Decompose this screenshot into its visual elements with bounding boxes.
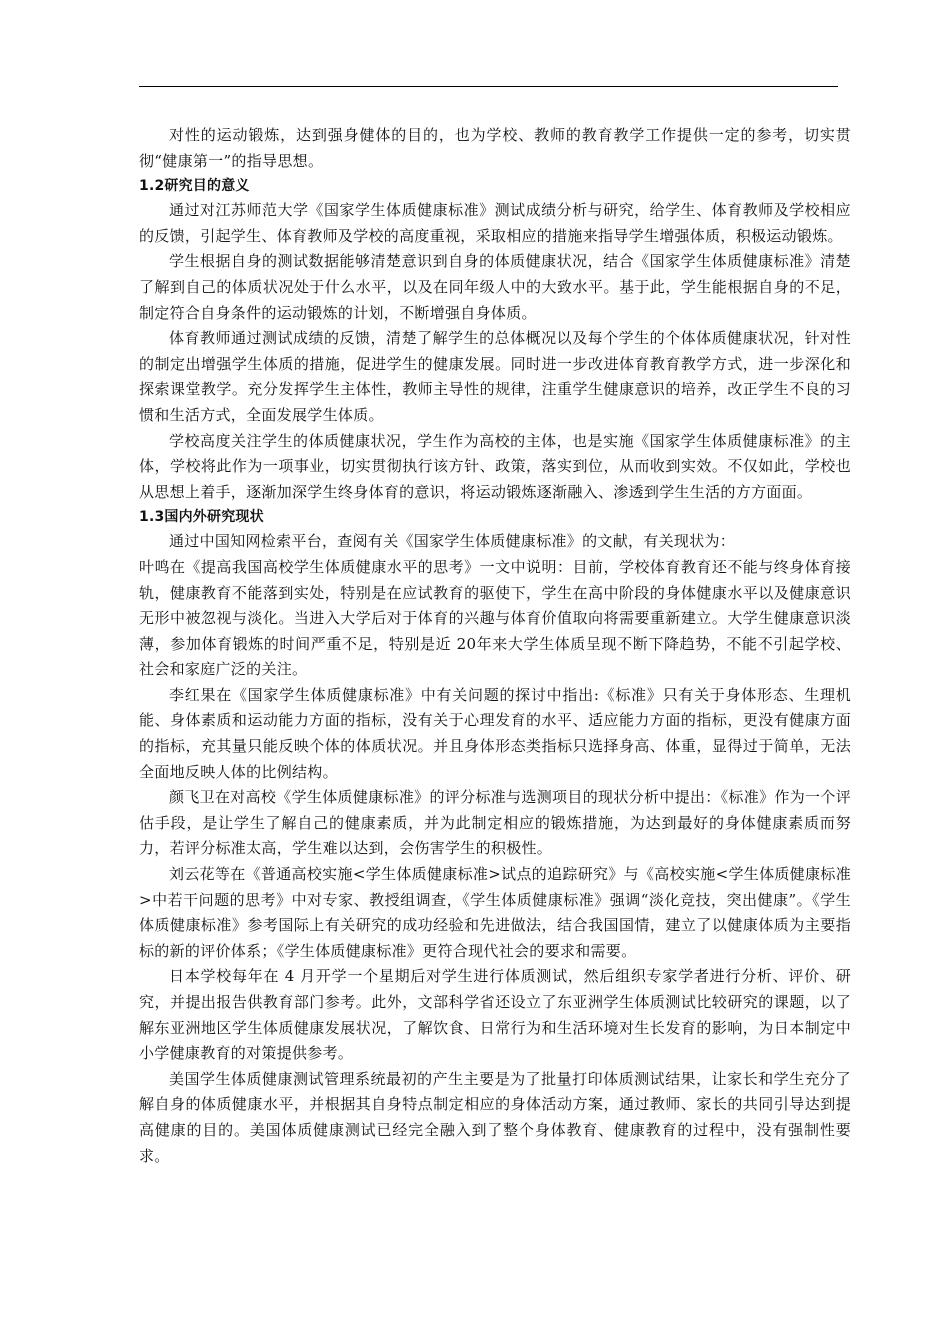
paragraph: 通过中国知网检索平台，查阅有关《国家学生体质健康标准》的文献，有关现状为：: [169, 532, 736, 551]
paragraph: 体育教师通过测试成绩的反馈，清楚了解学生的总体概况以及每个学生的个体体质健康状况，针对性的制定出增强学生体质的措施，促进学生的健康发展。同时进一步改进体育教育教学方式，进一步深化和探索课堂教学。充分发挥学生主体性，教师主导性的规律，注重学生健康意识的培养，改正学生不良的习惯和生活方式，全面发展学生体质。: [139, 329, 851, 424]
paragraph: 叶鸣在《提高我国高校学生体质健康水平的思考》一文中说明：目前，学校体育教育还不能与终身体育接轨，健康教育不能落到实处，特别是在应试教育的驱使下，学生在高中阶段的身体健康水平以及健康意识无形中被忽视与淡化。当进入大学后对于体育的兴趣与体育价值取向将需要重新建立。大学生健康意识淡薄，参加体育锻炼的时间严重不足，特别是近 20年来大学生体质呈现不断下降趋势，不能不引起学校、社会和家庭广泛的关注。: [139, 557, 851, 679]
paragraph: 刘云花等在《普通高校实施<学生体质健康标准>试点的追踪研究》与《高校实施<学生体质健康标准>中若干问题的思考》中对专家、教授组调查，《学生体质健康标准》强调“淡化竞技，突出健康”。《学生体质健康标准》参考国际上有关研究的成功经验和先进做法，结合我国国情，建立了以健康体质为主要指标的新的评价体系；《学生体质健康标准》更符合现代社会的要求和需要。: [139, 865, 851, 960]
paragraph: 通过对江苏师范大学《国家学生体质健康标准》测试成绩分析与研究，给学生、体育教师及学校相应的反馈，引起学生、体育教师及学校的高度重视，采取相应的措施来指导学生增强体质，积极运动锻炼。: [139, 201, 851, 245]
paragraph: 李红果在《国家学生体质健康标准》中有关问题的探讨中指出:《标准》只有关于身体形态、生理机能、身体素质和运动能力方面的指标，没有关于心理发育的水平、适应能力方面的指标，更没有健康方面的指标，充其量只能反映个体的体质状况。并且身体形态类指标只选择身高、体重，显得过于简单，无法全面地反映人体的比例结构。: [139, 685, 851, 781]
paragraph: 美国学生体质健康测试管理系统最初的产生主要是为了批量打印体质测试结果，让家长和学生充分了解自身的体质健康水平，并根据其自身特点制定相应的身体活动方案，通过教师、家长的共同引导达到提高健康的目的。美国体质健康测试已经完全融入到了整个身体教育、健康教育的过程中，没有强制性要求。: [139, 1069, 851, 1165]
header-rule: [139, 86, 838, 87]
paragraph: 学校高度关注学生的体质健康状况，学生作为高校的主体，也是实施《国家学生体质健康标准》的主体，学校将此作为一项事业，切实贯彻执行该方针、政策，落实到位，从而收到实效。不仅如此，学校也从思想上着手，逐渐加深学生终身体育的意识，将运动锻炼逐渐融入、渗透到学生生活的方方面面。: [139, 431, 851, 501]
intro-paragraph: 对性的运动锻炼，达到强身健体的目的，也为学校、教师的教育教学工作提供一定的参考，切实贯彻“健康第一”的指导思想。: [139, 126, 851, 170]
document-body: [139, 123, 851, 1169]
paragraph: 日本学校每年在 4 月开学一个星期后对学生进行体质测试，然后组织专家学者进行分析、评价、研究，并提出报告供教育部门参考。此外，文部科学省还设立了东亚洲学生体质测试比较研究的课题，以了解东亚洲地区学生体质健康发展状况，了解饮食、日常行为和生活环境对生长发育的影响，为日本制定中小学健康教育的对策提供参考。: [139, 967, 851, 1063]
paragraph: 学生根据自身的测试数据能够清楚意识到自身的体质健康状况，结合《国家学生体质健康标准》清楚了解到自己的体质状况处于什么水平，以及在同年级人中的大致水平。基于此，学生能根据自身的不足，制定符合自身条件的运动锻炼的计划，不断增强自身体质。: [139, 252, 851, 322]
paragraph: 颜飞卫在对高校《学生体质健康标准》的评分标准与选测项目的现状分析中提出：《标准》作为一个评估手段，是让学生了解自己的健康素质，并为此制定相应的锻炼措施，为达到最好的身体健康素质而努力，若评分标准太高，学生难以达到，会伤害学生的积极性。: [139, 788, 851, 858]
section-heading-1-2: 1.2研究目的意义: [139, 178, 250, 195]
section-heading-1-3: 1.3国内外研究现状: [139, 509, 264, 526]
